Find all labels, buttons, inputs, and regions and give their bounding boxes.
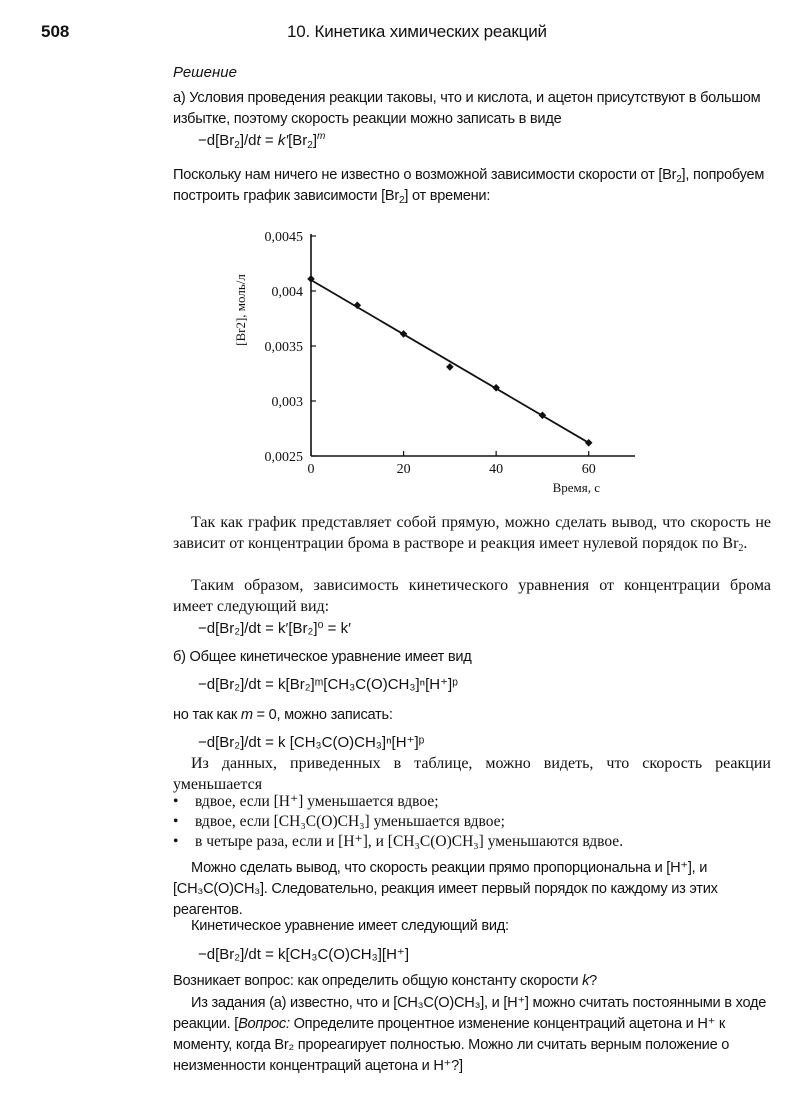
list-item: • вдвое, если [H⁺] уменьшается вдвое; — [173, 792, 623, 812]
paragraph-zero-order: Таким образом, зависимость кинетического уравнения от концентрации брома имеет следующий вид: — [173, 577, 771, 615]
data-point — [585, 439, 593, 447]
chart-x-label: Время, с — [552, 480, 600, 495]
regression-line — [311, 280, 589, 443]
p3-text: Так как график представляет собой прямую, можно сделать вывод, что скорость не зависит от концентрации брома в растворе и реакция имеет нулевой порядок по Br — [173, 514, 771, 552]
chart-y-label: [Br2], моль/л — [233, 274, 248, 346]
equation-reduced-rate-law: −d[Br₂]/dt = k [CH₃C(O)CH₃]ⁿ[H⁺]ᵖ — [198, 734, 425, 751]
x-tick-label: 0 — [307, 462, 315, 477]
eq1-br-sub: 2 — [307, 140, 313, 151]
p3-end: . — [743, 535, 748, 552]
paragraph-m-zero — [173, 705, 771, 726]
paragraph-linear-conclusion — [173, 512, 771, 554]
p5-post: = 0, можно записать: — [252, 707, 393, 723]
p10-question-label: Вопрос: — [238, 1016, 290, 1032]
eq1-lhs-rest: ]/d — [239, 132, 257, 149]
p9-post: ? — [589, 973, 598, 989]
equation-full-rate-law: −d[Br₂]/dt = k[Br₂]ᵐ[CH₃C(O)CH₃]ⁿ[H⁺]ᵖ — [198, 676, 458, 693]
p5-m: m — [240, 707, 253, 723]
p10-post: Определите процентное изменение концентраций ацетона и H⁺ к моменту, когда Br₂ прореагирует полностью. Можно ли считать верным положение о неизменности концентраций ацетона и H⁺?] — [173, 1016, 730, 1074]
eq1-br: [Br — [288, 132, 308, 149]
eq1-equals: = — [260, 132, 278, 149]
chart-fit-line — [311, 280, 589, 443]
paragraph-table-data: Из данных, приведенных в таблице, можно видеть, что скорость реакции уменьшается — [173, 755, 771, 793]
eq1-sub: 2 — [234, 140, 240, 151]
p2-sub2: 2 — [399, 195, 405, 206]
paragraph-question-k — [173, 971, 771, 992]
p9-pre: Возникает вопрос: как определить общую константу скорости — [173, 973, 583, 989]
chart-axes — [311, 234, 635, 456]
list-item: • вдвое, если [CH₃C(O)CH₃] уменьшается вдвое; — [173, 812, 623, 832]
paragraph-b: б) Общее кинетическое уравнение имеет вид — [173, 649, 472, 665]
eq1-exponent: m — [317, 131, 326, 142]
section-heading: Решение — [173, 64, 237, 81]
p3-sub: 2 — [738, 543, 744, 554]
y-tick-label: 0,0025 — [264, 450, 303, 465]
list-item: • в четыре раза, если и [H⁺], и [CH₃C(O)CH₃] уменьшаются вдвое. — [173, 832, 623, 852]
eq1-k: k′ — [277, 132, 289, 149]
observations-list — [173, 792, 623, 852]
running-head: 10. Кинетика химических реакций — [287, 22, 547, 41]
p9-k: k — [582, 973, 590, 989]
paragraph-plot-intro — [173, 165, 771, 207]
equation-rate-general — [198, 132, 325, 149]
paragraph-kinetic-eq-intro: Кинетическое уравнение имеет следующий вид: — [191, 918, 509, 934]
y-tick-label: 0,003 — [271, 395, 303, 410]
equation-final-rate-law: −d[Br₂]/dt = k[CH₃C(O)CH₃][H⁺] — [198, 946, 409, 963]
y-tick-label: 0,0045 — [264, 230, 303, 245]
chart-ticks — [265, 230, 596, 477]
p2-part2: ], попробуем построить график зависимости [Br — [173, 167, 765, 204]
page-number: 508 — [41, 22, 70, 41]
y-tick-label: 0,0035 — [264, 340, 303, 355]
concentration-time-chart — [225, 222, 645, 502]
paragraph-a: а) Условия проведения реакции таковы, что и кислота, и ацетон присутствуют в большом избытке, поэтому скорость реакции можно записать в виде — [173, 90, 761, 127]
equation-zero-order: −d[Br₂]/dt = k′[Br₂]⁰ = k′ — [198, 620, 351, 637]
p5-pre: но так как — [173, 707, 241, 723]
eq1-lhs: −d[Br — [198, 132, 235, 149]
data-point — [446, 363, 454, 371]
p2-part1: Поскольку нам ничего не известно о возможной зависимости скорости от [Br — [173, 167, 677, 183]
x-tick-label: 40 — [489, 462, 504, 477]
x-tick-label: 60 — [581, 462, 596, 477]
p2-sub1: 2 — [676, 174, 682, 185]
p10-pre: Из задания (а) известно, что и [CH₃C(O)CH₃], и [H⁺] можно считать постоянными в ходе реакции. [ — [173, 995, 767, 1032]
p2-part3: ] от времени: — [404, 188, 491, 204]
paragraph-proportional: Можно сделать вывод, что скорость реакции прямо пропорциональна и [H⁺], и [CH₃C(O)CH₃]. Следовательно, реакция имеет первый порядок по каждому из этих реагентов. — [173, 860, 718, 918]
eq1-t: t — [256, 132, 261, 149]
y-tick-label: 0,004 — [271, 285, 303, 300]
x-tick-label: 20 — [396, 462, 411, 477]
paragraph-constant-concentrations — [173, 993, 771, 1077]
eq1-br-close: ] — [312, 132, 318, 149]
